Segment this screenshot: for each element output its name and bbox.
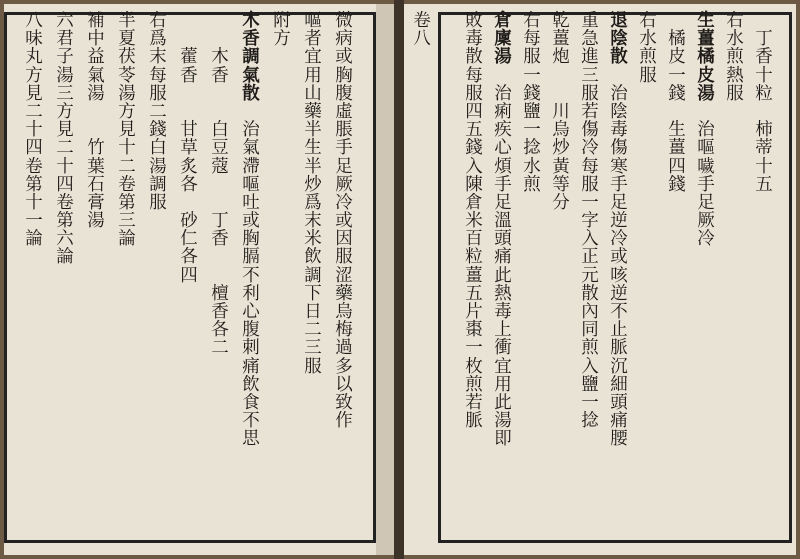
right-cols-col-6: 重 急 進 三 服 若 傷 冷 每 服 一 字 入 正 元 散 內 同 煎 入 鹽 一 捻 [581,11,599,432]
right-page [404,4,796,555]
right-cols-col-8: 右 每 服 一 錢 鹽 一 捻 水 煎 [523,11,541,195]
margin-label-text: 卷 八 [413,11,431,50]
left-cols-col-1: 嘔 者 宜 用 山 藥 半 生 半 炒 爲 末 米 飲 調 下 日 二 三 服 [304,11,322,377]
left-cols-col-3: 木 香 調 氣 散 治 氣 滯 嘔 吐 或 胸 膈 不 利 心 腹 刺 痛 飲 食 不 思 [242,11,260,450]
right-cols-col-4: 右 水 煎 服 [639,11,657,86]
right-cols-col-3: 橘 皮 一 錢 生 薑 四 錢 [668,29,686,195]
right-cols-col-2: 生 薑 橘 皮 湯 治 嘔 噦 手 足 厥 冷 [697,11,715,250]
left-cols-col-8: 補 中 益 氣 湯 竹 葉 石 膏 湯 [87,11,105,232]
right-cols-col-5: 退 陰 散 治 陰 毒 傷 寒 手 足 逆 冷 或 咳 逆 不 止 脈 沉 細 頭 痛 腰 [610,11,628,450]
left-cols-col-2: 附 方 [273,11,291,50]
left-cols-col-0: 微 病 或 胸 腹 虛 脹 手 足 厥 冷 或 因 服 涩 藥 烏 梅 過 多 以 致 作 [335,11,353,432]
left-cols-col-4: 木 香 白 豆 蔻 丁 香 檀 香 各 二 [211,47,229,359]
left-cols-col-9: 六 君 子 湯 三 方 見 二 十 四 卷 第 六 論 [56,11,74,268]
right-margin-label [410,12,434,48]
right-cols-col-1: 右 水 煎 熱 服 [726,11,744,104]
book-gutter [394,0,404,559]
right-cols-col-10: 敗 毒 散 每 服 四 五 錢 入 陳 倉 米 百 粒 薑 五 片 棗 一 枚 煎 若 脈 [465,11,483,432]
right-cols-col-9: 倉 廩 湯 治 痢 疾 心 煩 手 足 溫 頭 痛 此 熱 毒 上 衝 宜 用 此 湯 即 [494,11,512,450]
left-cols-col-7: 半 夏 茯 苓 湯 方 見 十 二 卷 第 三 論 [118,11,136,250]
left-cols-col-10: 八 味 丸 方 見 二 十 四 卷 第 十 一 論 [25,11,43,250]
right-cols-col-7: 乾 薑 炮 川 烏 炒 黃 等 分 [552,11,570,213]
left-cols-col-5: 藿 香 甘 草 炙 各 砂 仁 各 四 [180,47,198,286]
left-page-margin [376,4,394,555]
left-page [4,4,394,555]
right-cols-col-0: 丁 香 十 粒 柿 蒂 十 五 [755,29,773,195]
left-cols-col-6: 右 爲 末 每 服 二 錢 白 湯 調 服 [149,11,167,213]
